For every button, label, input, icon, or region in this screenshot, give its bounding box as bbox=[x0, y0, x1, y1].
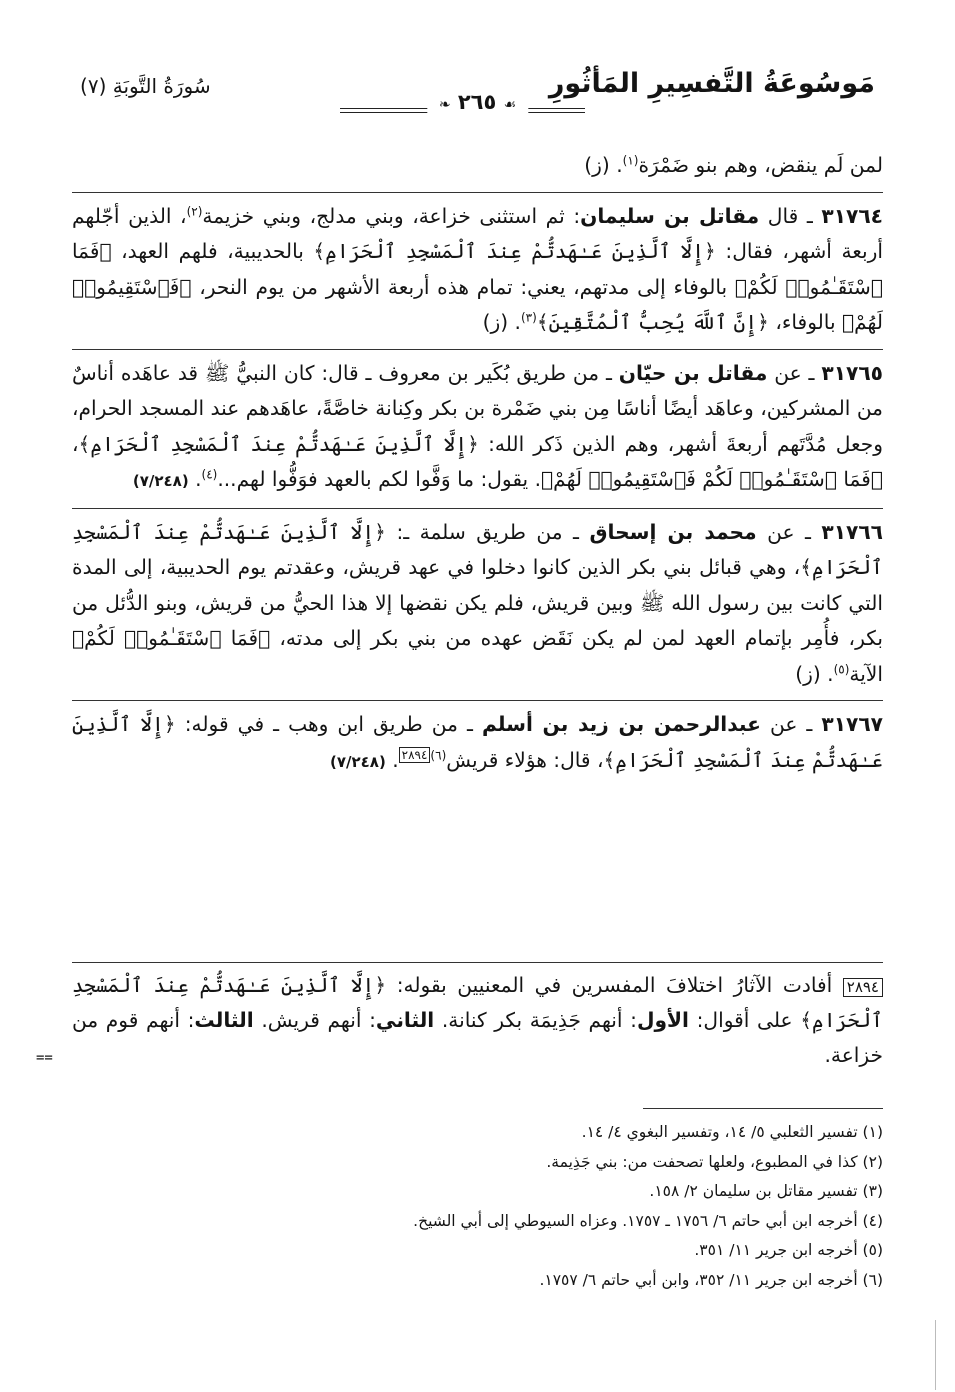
text-run: الآية bbox=[849, 661, 883, 686]
quran-quote: ﴿إِلَّا ٱلَّذِينَ عَـٰهَدتُّمْ عِندَ ٱلْمَسْجِدِ ٱلْحَرَامِ﴾ bbox=[72, 519, 883, 579]
quran-quote: ﴿إِلَّا ٱلَّذِينَ عَـٰهَدتُّمْ عِندَ ٱلْمَسْجِدِ ٱلْحَرَامِ﴾ bbox=[313, 239, 716, 263]
footnote-rule bbox=[643, 1108, 883, 1109]
text-run: ـ من طريق بُكَير بن معروف ـ قال: كان النبيُّ ﷺ قد عاهَده أناسٌ من المشركين، وعاهَد أيضًا أناسًا مِن بني ضَمْرة بن بكر وكِنانة خاصَّةً، عاهَدهم عند المسجد الحرام، وجعل مُدَّتَهم أربعةَ أشهر، وهم الذين ذَكر الله: bbox=[72, 360, 883, 456]
footnote-marker: (٣) bbox=[520, 310, 537, 325]
page-number-wrap bbox=[427, 90, 528, 114]
commentary-ref-box: ٢٨٩٤ bbox=[399, 747, 431, 763]
entry-number: ٣١٧٦٥ bbox=[821, 360, 883, 385]
quran-quote: ﴿إِلَّا ٱلَّذِينَ عَـٰهَدتُّمْ عِندَ ٱلْمَسْجِدِ ٱلْحَرَامِ﴾ bbox=[78, 431, 479, 456]
narrator-name: محمد بن إسحاق bbox=[589, 519, 757, 544]
quran-quote: ﴿فَمَا ٱسْتَقَـٰمُوا۟ لَكُمْ فَٱسْتَقِيمُوا۟ لَهُمْ﴾ bbox=[541, 467, 883, 491]
text-run: ـ من طريق ابن وهب ـ في قوله: bbox=[175, 712, 483, 736]
footnotes bbox=[200, 1118, 883, 1295]
commentary-note bbox=[72, 968, 883, 1073]
footnote-marker: (٤) bbox=[201, 467, 218, 482]
text-run: . bbox=[385, 747, 399, 772]
text-run: ـ عن bbox=[760, 712, 822, 736]
text-run: . يقول: ما وَفَّوا لكم بالعهد فوَفُّوا لهم... bbox=[217, 467, 542, 491]
volume-reference: (٧/٢٤٨) bbox=[329, 752, 386, 771]
opinion-label: الأول bbox=[636, 1008, 689, 1032]
footnote: (١) تفسير الثعلبي ٥/ ١٤، وتفسير البغوي ٤/ ١٤. bbox=[581, 1123, 883, 1141]
commentary-divider bbox=[72, 962, 883, 963]
entry-number: ٣١٧٦٤ bbox=[821, 203, 883, 228]
commentary-number-box: ٢٨٩٤ bbox=[843, 978, 883, 997]
surah-label: سُورَةُ التَّوبَةِ (٧) bbox=[80, 74, 211, 98]
text-run: ـ قال bbox=[759, 203, 822, 228]
ornament-icon: ❧ bbox=[438, 97, 451, 113]
opinion-label: الثالث bbox=[194, 1008, 254, 1032]
text-run: ، bbox=[72, 431, 79, 456]
text-run: لمن لَم ينقض، وهم بنو ضَمْرَة bbox=[638, 153, 883, 177]
text-run: أفادت الآثارُ اختلافَ المفسرين في المعنيين بقوله: bbox=[386, 973, 843, 997]
text-run: ـ عن bbox=[756, 519, 822, 544]
footnote: (٦) أخرجه ابن جرير ١١/ ٣٥٢، وابن أبي حاتم ٦/ ١٧٥٧. bbox=[539, 1270, 883, 1289]
quran-quote: ﴿إِنَّ ٱللَّهَ يُحِبُّ ٱلْمُتَّقِينَ﴾ bbox=[536, 310, 769, 334]
footnote: (٣) تفسير مقاتل بن سليمان ٢/ ١٥٨. bbox=[649, 1182, 883, 1200]
text-run: : أنهم جَذِيمَة بكر كنانة. bbox=[434, 1008, 637, 1032]
text-run: : أنهم قريش. bbox=[253, 1008, 376, 1032]
text-run: بالحديبية، فلهم العهد، bbox=[111, 239, 314, 263]
text-run: على أقوال: bbox=[688, 1008, 801, 1032]
ornament-icon: ☙ bbox=[503, 97, 517, 113]
footnote-marker: (٥) bbox=[833, 661, 850, 676]
text-run: ، وهي قبائل بني بكر الذين كانوا دخلوا في عهد قريش، وعقدتم يوم الحديبية، إلى المدة التي كانت بين رسول الله ﷺ وبين قريش، فلم يكن نقضها إلا هذا الحيُّ من قريش، وبنو الدُّئل من بكر، فأُمِر بإتمام العهد لمن لم يكن نَقَض عهده من بني بكر إلى مدته، bbox=[72, 555, 883, 650]
quran-quote: ﴿إِلَّا ٱلَّذِينَ عَـٰهَدتُّمْ عِندَ ٱلْمَسْجِدِ ٱلْحَرَامِ﴾ bbox=[72, 712, 883, 772]
text-run: ـ عن bbox=[767, 360, 822, 385]
main-text bbox=[72, 148, 883, 788]
quran-quote: ﴿إِلَّا ٱلَّذِينَ عَـٰهَدتُّمْ عِندَ ٱلْمَسْجِدِ ٱلْحَرَامِ﴾ bbox=[72, 973, 883, 1032]
entry-number: ٣١٧٦٧ bbox=[821, 712, 883, 736]
margin-mark: == bbox=[36, 1050, 53, 1066]
page-number: ٢٦٥ bbox=[457, 90, 497, 114]
text-run: . bbox=[188, 467, 202, 491]
footnote-marker: (٢) bbox=[186, 203, 203, 218]
text-run: بالوفاء إلى مدتهم، يعني: تمام هذه أربعة الأشهر من يوم النحر، bbox=[191, 274, 735, 299]
text-run: : ثم استثنى خزاعة، وبني مدلج، وبني خزيمة bbox=[202, 203, 581, 228]
text-run: : أنهم قوم من خزاعة. bbox=[72, 1008, 883, 1067]
quran-quote: ﴿فَمَا ٱسْتَقَـٰمُوا۟ لَكُمْ﴾ bbox=[72, 239, 884, 299]
narrator-name: عبدالرحمن بن زيد بن أسلم bbox=[482, 712, 761, 736]
page-header bbox=[80, 68, 875, 118]
quran-quote: ﴿فَٱسْتَقِيمُوا۟ لَهُمْ﴾ bbox=[72, 274, 883, 334]
athar-entry bbox=[72, 508, 883, 693]
text-run: ـ من طريق سلمة ـ: bbox=[386, 519, 590, 544]
text-run: . (ز) bbox=[584, 153, 623, 177]
scan-edge-line bbox=[935, 1320, 936, 1390]
text-run: ، الذين أجّلهم أربعة أشهر، فقال: bbox=[72, 203, 883, 263]
narrator-name: مقاتل بن سليمان bbox=[580, 203, 760, 228]
athar-entry bbox=[72, 349, 883, 500]
narrator-name: مقاتل بن حيّان bbox=[618, 360, 768, 385]
footnote: (٢) كذا في المطبوع، ولعلها تصحفت من: بني جَذِيمة. bbox=[546, 1152, 883, 1171]
book-title: مَوسُوعَةُ التَّفسِيرِ المَأثُورِ bbox=[548, 68, 875, 99]
entry-number: ٣١٧٦٦ bbox=[821, 519, 883, 544]
opinion-label: الثاني bbox=[375, 1008, 435, 1032]
footnote-marker: (٦) bbox=[430, 747, 447, 762]
paragraph-continuation bbox=[72, 148, 883, 184]
text-run: بالوفاء، bbox=[768, 310, 842, 334]
text-run: . (ز) bbox=[482, 310, 521, 334]
footnote: (٥) أخرجه ابن جرير ١١/ ٣٥١. bbox=[694, 1241, 883, 1259]
quran-quote: ﴿فَمَا ٱسْتَقَـٰمُوا۟ لَكُمْ﴾ bbox=[72, 626, 271, 650]
volume-reference: (٧/٢٤٨) bbox=[132, 472, 189, 490]
footnote-marker: (١) bbox=[622, 153, 639, 168]
footnote: (٤) أخرجه ابن أبي حاتم ٦/ ١٧٥٦ ـ ١٧٥٧. وعزاه السيوطي إلى أبي الشيخ. bbox=[413, 1211, 883, 1230]
text-run: ، قال: هؤلاء قريش bbox=[446, 747, 604, 772]
text-run: . (ز) bbox=[795, 661, 834, 686]
athar-entry bbox=[72, 192, 883, 341]
athar-entry bbox=[72, 700, 883, 780]
